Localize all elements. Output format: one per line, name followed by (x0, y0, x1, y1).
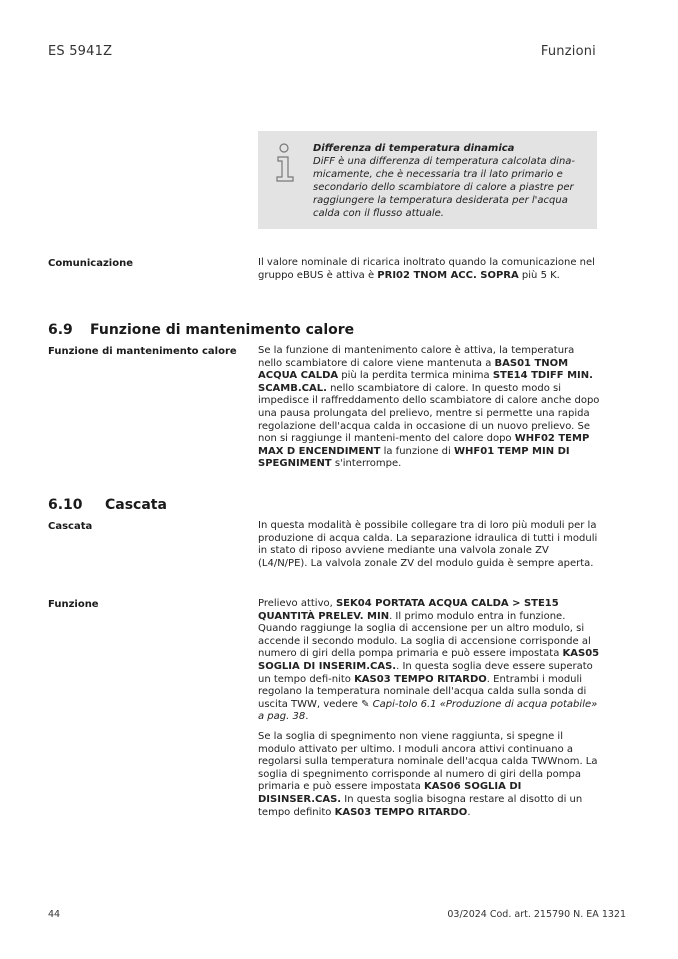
note-body: DiFF è una differenza di temperatura calcolata dina-micamente, che è necessaria tra il lato primario e secondario dello scambiatore di calore a piastre per raggiungere la temperatura desiderata per l'acqua calda con il flusso attuale. (313, 156, 576, 219)
label-cascata: Cascata (48, 521, 93, 532)
note-title: Differenza di temperatura dinamica (313, 143, 515, 154)
text-comunicazione: Il valore nominale di ricarica inoltrato quando la comunicazione nel gruppo eBUS è attiva è PRI02 TNOM ACC. SOPRA più 5 K. (258, 257, 595, 281)
label-funzione: Funzione (48, 599, 99, 610)
funzione-paragraph-2: Se la soglia di spegnimento non viene raggiunta, si spegne il modulo attivato per ultimo. I moduli ancora attivi continuano a regolarsi sulla temperatura nominale dell'acqua calda TWWnom. La soglia di spegnimento corrisponde al numero di giri della pompa primaria e può essere impostata KAS06 SOGLIA DI DISINSER.CAS. In questa soglia bisogna restare al disotto di un tempo definito KAS03 TEMPO RITARDO. (258, 730, 598, 818)
footer-doc-info: 03/2024 Cod. art. 215790 N. EA 1321 (447, 909, 626, 920)
funzione-paragraph-1: Prelievo attivo, SEK04 PORTATA ACQUA CALDA > STE15 QUANTITÀ PRELEV. MIN. Il primo modulo entra in funzione. Quando raggiunge la soglia di accensione per un altro modulo, si accende il secondo modulo. La soglia di accensione corrisponde al numero di giri della pompa primaria e può essere impostata KAS05 SOGLIA DI INSERIM.CAS.. In questa soglia deve essere superato un tempo defi-nito KAS03 TEMPO RITARDO. Entrambi i moduli regolano la temperatura nominale dell'acqua calda sulla sonda di uscita TWW, vedere ✎ Capi-tolo 6.1 «Produzione di acqua potabile» a pag. 38. (258, 598, 600, 723)
section-number-6-10: 6.10 (48, 497, 83, 513)
note-text (313, 142, 583, 220)
info-icon (274, 143, 298, 183)
text-cascata: In questa modalità è possibile collegare tra di loro più moduli per la produzione di acqua calda. La separazione idraulica di tutti i moduli in stato di riposo avviene mediante una valvola zonale ZV (L4/N/PE). La valvola zonale ZV del modulo guida è sempre aperta. (258, 520, 598, 569)
section-title-6-9: Funzione di mantenimento calore (90, 322, 355, 338)
label-mantenimento: Funzione di mantenimento calore (48, 346, 237, 357)
label-comunicazione: Comunicazione (48, 258, 133, 269)
page-number: 44 (48, 909, 61, 920)
text-mantenimento: Se la funzione di mantenimento calore è attiva, la temperatura nello scambiatore di calore viene mantenuta a BAS01 TNOM ACQUA CALDA più la perdita termica minima STE14 TDIFF MIN. SCAMB.CAL. nello scambiatore di calore. In questo modo si impedisce il raffreddamento dello scambiatore di calore anche dopo una pausa prolungata del prelievo, mentre si permette una rapida regolazione dell'acqua calda in occasione di un nuovo prelievo. Se non si raggiunge il manteni-mento del calore dopo WHF02 TEMP MAX D ENCENDIMENT la funzione di WHF01 TEMP MIN DI SPEGNIMENT s'interrompe. (258, 345, 600, 470)
section-number-6-9: 6.9 (48, 322, 73, 338)
info-note (258, 131, 597, 229)
header-chapter: Funzioni (540, 44, 596, 59)
text-funzione (258, 598, 600, 826)
chapter-reference-link[interactable]: ✎ Capi-tolo 6.1 «Produzione di acqua potabile» a pag. 38 (258, 698, 598, 723)
section-title-6-10: Cascata (105, 497, 167, 513)
header-doc-code: ES 5941Z (48, 44, 113, 59)
